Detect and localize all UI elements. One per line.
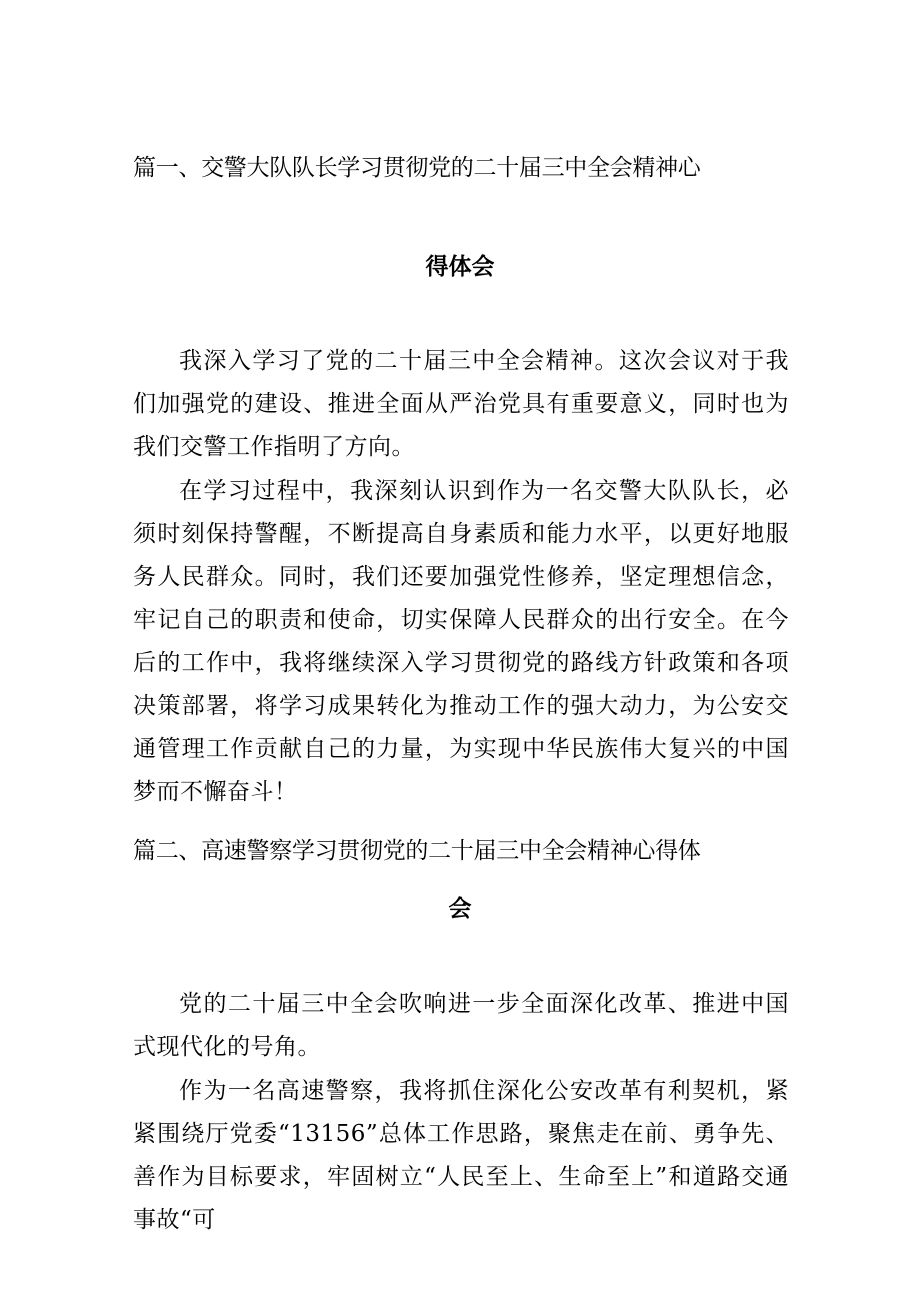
section1-paragraph-1: 我深入学习了党的二十届三中全会精神。这次会议对于我们加强党的建设、推进全面从严治党具有重要意义，同时也为我们交警工作指明了方向。 [133, 348, 789, 460]
section2-paragraph-2: 作为一名高速警察，我将抓住深化公安改革有利契机，紧紧围绕厅党委“13156”总体工作思路，聚焦走在前、勇争先、善作为目标要求，牢固树立“人民至上、生命至上”和道路交通事故“可 [133, 1078, 789, 1233]
section2-title-line2: 会 [448, 896, 472, 922]
section2-paragraph-1: 党的二十届三中全会吹响进一步全面深化改革、推进中国式现代化的号角。 [133, 991, 789, 1060]
section1-paragraph-2: 在学习过程中，我深刻认识到作为一名交警大队队长，必须时刻保持警醒，不断提高自身素质和能力水平，以更好地服务人民群众。同时，我们还要加强党性修养，坚定理想信念，牢记自己的职责和使命，切实保障人民群众的出行安全。在今后的工作中，我将继续深入学习贯彻党的路线方针政策和各项决策部署，将学习成果转化为推动工作的强大动力，为公安交通管理工作贡献自己的力量，为实现中华民族伟大复兴的中国梦而不懈奋斗！ [133, 478, 789, 805]
section1-title-line1: 篇一、交警大队队长学习贯彻党的二十届三中全会精神心 [133, 155, 701, 181]
section2-title-line1: 篇二、高速警察学习贯彻党的二十届三中全会精神心得体 [133, 838, 701, 864]
section1-title-line2: 得体会 [425, 254, 495, 280]
